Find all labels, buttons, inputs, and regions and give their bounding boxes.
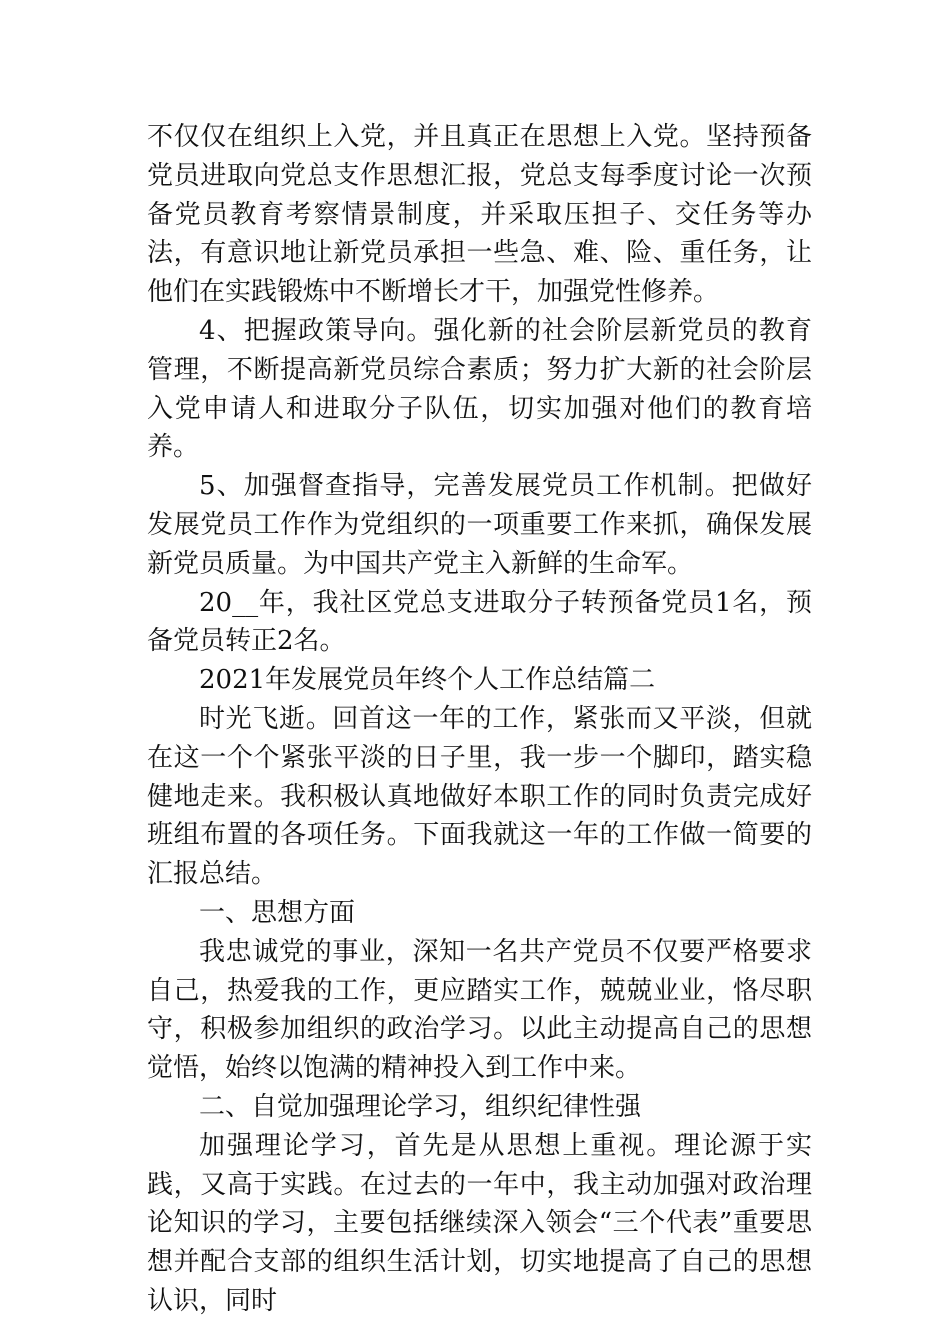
document-body bbox=[147, 118, 812, 1321]
paragraph-year-stats: 20__年，我社区党总支进取分子转预备党员1名，预备党员转正2名。 bbox=[147, 587, 812, 657]
subheading-thought: 一、思想方面 bbox=[199, 897, 356, 928]
paragraph-intro: 时光飞逝。回首这一年的工作，紧张而又平淡，但就在这一个个紧张平淡的日子里，我一步一个脚印，踏实稳健地走来。我积极认真地做好本职工作的同时负责完成好班组布置的各项任务。下面我就这一年的工作做一简要的汇报总结。 bbox=[147, 703, 812, 890]
paragraph-continuation: 不仅仅在组织上入党，并且真正在思想上入党。坚持预备党员进取向党总支作思想汇报，党总支每季度讨论一次预备党员教育考察情景制度，并采取压担子、交任务等办法，有意识地让新党员承担一些急、难、险、重任务，让他们在实践锻炼中不断增长才干，加强党性修养。 bbox=[147, 122, 812, 308]
paragraph-policy-guidance: 4、把握政策导向。强化新的社会阶层新党员的教育管理，不断提高新党员综合素质；努力扩大新的社会阶层入党申请人和进取分子队伍，切实加强对他们的教育培养。 bbox=[147, 315, 812, 463]
paragraph-supervision: 5、加强督查指导，完善发展党员工作机制。把做好发展党员工作作为党组织的一项重要工作来抓，确保发展新党员质量。为中国共产党主入新鲜的生命军。 bbox=[147, 471, 812, 579]
section-title: 2021年发展党员年终个人工作总结篇二 bbox=[199, 665, 656, 696]
paragraph-theory-study: 加强理论学习，首先是从思想上重视。理论源于实践，又高于实践。在过去的一年中，我主动加强对政治理论知识的学习，主要包括继续深入领会“三个代表”重要思想并配合支部的组织生活计划，切实地提高了自己的思想认识，同时 bbox=[147, 1130, 812, 1316]
subheading-theory: 二、自觉加强理论学习，组织纪律性强 bbox=[199, 1091, 642, 1122]
paragraph-loyalty: 我忠诚党的事业，深知一名共产党员不仅要严格要求自己，热爱我的工作，更应踏实工作，兢兢业业，恪尽职守，积极参加组织的政治学习。以此主动提高自己的思想觉悟，始终以饱满的精神投入到工作中来。 bbox=[147, 936, 812, 1084]
